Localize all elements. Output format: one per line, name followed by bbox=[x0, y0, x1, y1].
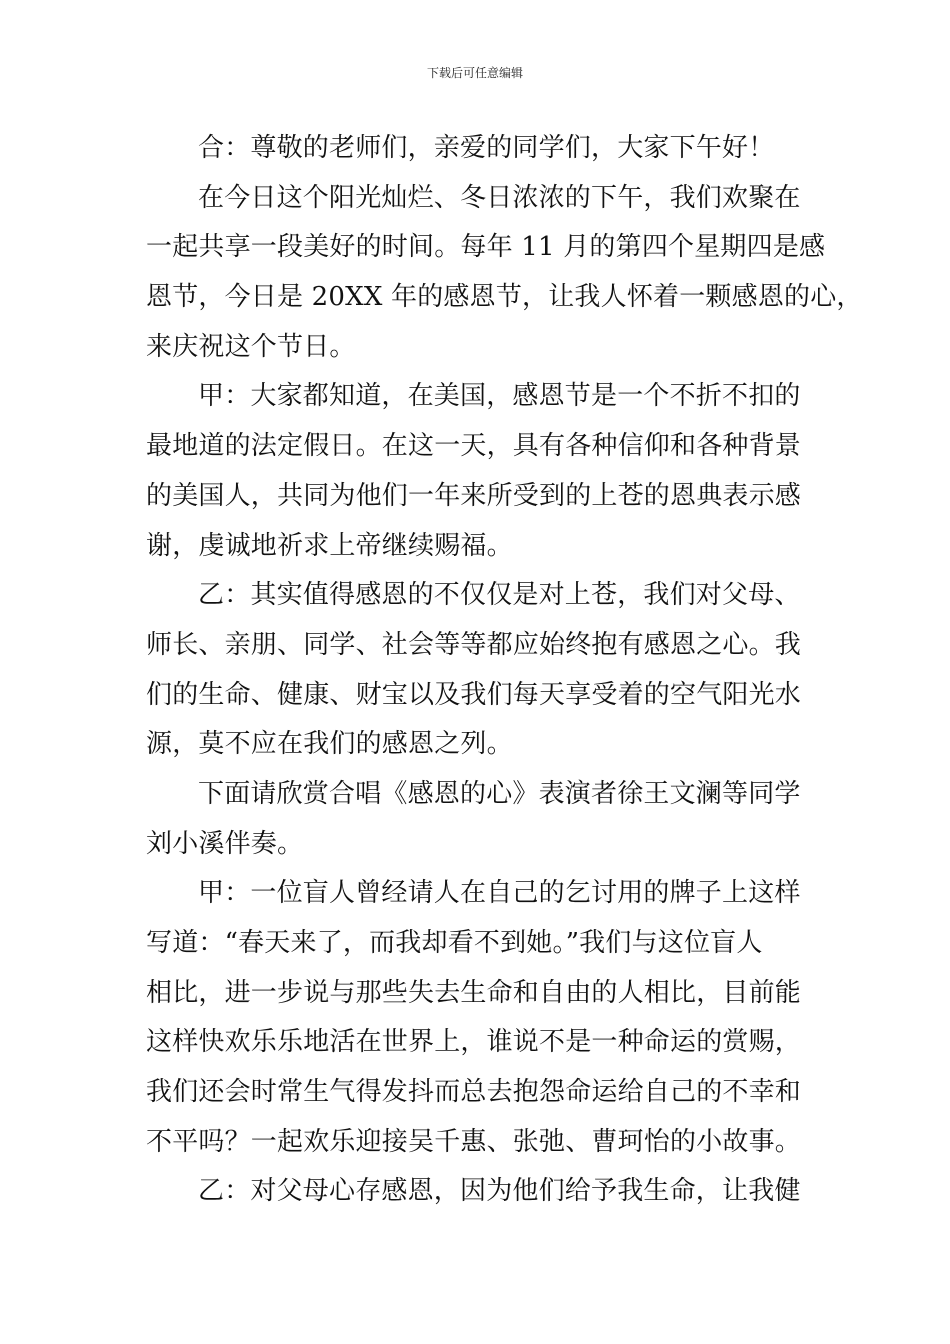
text-line: 一起共享一段美好的时间。每年 11 月的第四个星期四是感 bbox=[146, 232, 826, 263]
text-line: 在今日这个阳光灿烂、冬日浓浓的下午，我们欢聚在 bbox=[198, 182, 801, 213]
text-line: 甲：大家都知道，在美国，感恩节是一个不折不扣的 bbox=[198, 381, 801, 412]
text-line: 恩节，今日是 20XX 年的感恩节，让我人怀着一颗感恩的心， bbox=[146, 282, 863, 313]
text-line: 来庆祝这个节日。 bbox=[146, 331, 356, 362]
text-line: 的美国人，共同为他们一年来所受到的上苍的恩典表示感 bbox=[146, 480, 802, 511]
text-line: 最地道的法定假日。在这一天，具有各种信仰和各种背景 bbox=[146, 431, 802, 462]
text-line: 乙：对父母心存感恩，因为他们给予我生命，让我健 bbox=[198, 1176, 801, 1207]
text-line: 相比，进一步说与那些失去生命和自由的人相比，目前能 bbox=[146, 977, 802, 1008]
text-line: 乙：其实值得感恩的不仅仅是对上苍，我们对父母、 bbox=[198, 580, 801, 611]
text-line: 这样快欢乐乐地活在世界上，谁说不是一种命运的赏赐， bbox=[146, 1027, 802, 1058]
text-line: 师长、亲朋、同学、社会等等都应始终抱有感恩之心。我 bbox=[146, 629, 802, 660]
text-line: 写道：“春天来了，而我却看不到她。”我们与这位盲人 bbox=[146, 928, 763, 958]
text-line: 不平吗？一起欢乐迎接吴千惠、张弛、曹珂怡的小故事。 bbox=[146, 1126, 802, 1157]
text-line: 合：尊敬的老师们，亲爱的同学们，大家下午好！ bbox=[198, 133, 775, 163]
page-header-note: 下载后可任意编辑 bbox=[426, 66, 523, 80]
text-line: 甲：一位盲人曾经请人在自己的乞讨用的牌子上这样 bbox=[198, 878, 801, 909]
text-line: 谢，虔诚地祈求上帝继续赐福。 bbox=[146, 530, 513, 561]
text-line: 下面请欣赏合唱《感恩的心》表演者徐王文澜等同学 bbox=[198, 778, 801, 809]
text-line: 刘小溪伴奏。 bbox=[146, 828, 304, 859]
text-line: 们的生命、健康、财宝以及我们每天享受着的空气阳光水 bbox=[146, 679, 802, 710]
text-line: 源，莫不应在我们的感恩之列。 bbox=[146, 729, 513, 760]
text-line: 我们还会时常生气得发抖而总去抱怨命运给自己的不幸和 bbox=[146, 1077, 802, 1108]
document-body bbox=[146, 124, 863, 1217]
